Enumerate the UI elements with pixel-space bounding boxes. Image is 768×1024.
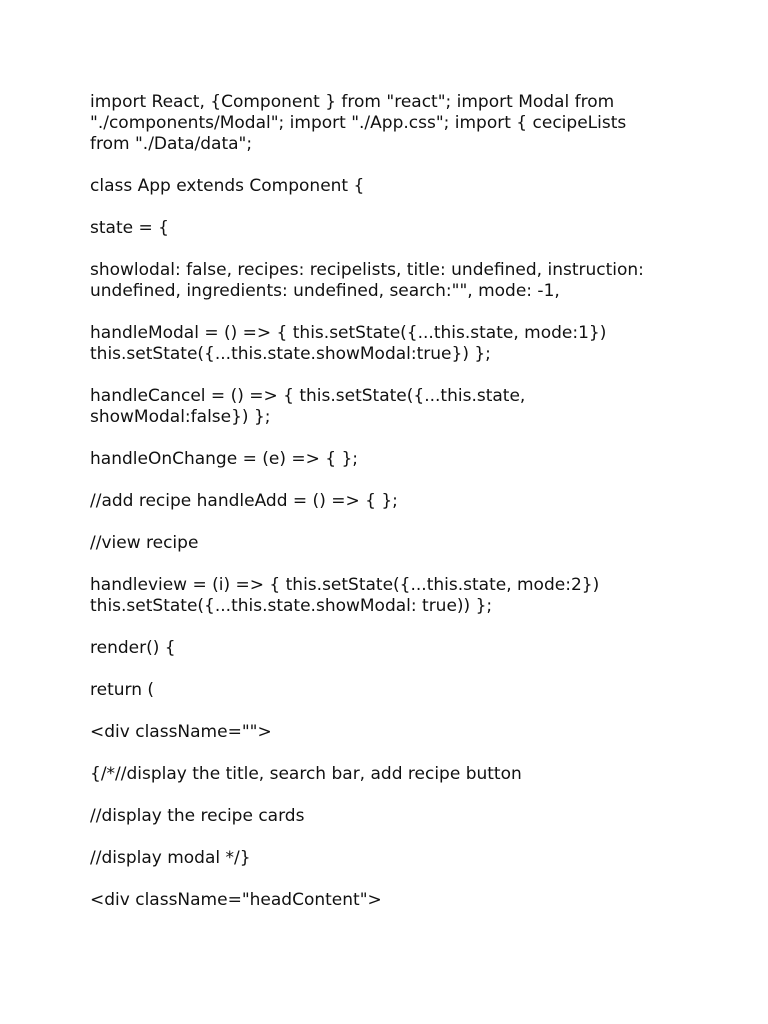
handle-on-change-method: handleOnChange = (e) => { };	[90, 449, 359, 469]
document-page	[90, 92, 690, 932]
return-statement: return (	[90, 680, 155, 700]
state-fields: showlodal: false, recipes: recipelists, title: undefined, instruction: undefined, ingredients: undefined, search:"", mode: -1,	[90, 260, 644, 301]
render-method: render() {	[90, 638, 176, 658]
import-statements: import React, {Component } from "react"; import Modal from "./components/Modal"; import "./App.css"; import { cecipeLists from "./Data/data";	[90, 92, 627, 154]
handle-modal-method: handleModal = () => { this.setState({...this.state, mode:1}) this.setState({...this.state.showModal:true}) };	[90, 323, 607, 364]
display-comment-1: {/*//display the title, search bar, add recipe button	[90, 764, 522, 784]
display-comment-3: //display modal */}	[90, 848, 251, 868]
head-content-div: <div className="headContent">	[90, 890, 382, 910]
root-div: <div className="">	[90, 722, 272, 742]
display-comment-2: //display the recipe cards	[90, 806, 305, 826]
view-recipe-comment: //view recipe	[90, 533, 199, 553]
handle-cancel-method: handleCancel = () => { this.setState({...this.state, showModal:false}) };	[90, 386, 526, 427]
class-declaration: class App extends Component {	[90, 176, 365, 196]
add-recipe-comment: //add recipe handleAdd = () => { };	[90, 491, 398, 511]
handle-view-method: handleview = (i) => { this.setState({...this.state, mode:2}) this.setState({...this.state.showModal: true)) };	[90, 575, 600, 616]
state-declaration: state = {	[90, 218, 169, 238]
